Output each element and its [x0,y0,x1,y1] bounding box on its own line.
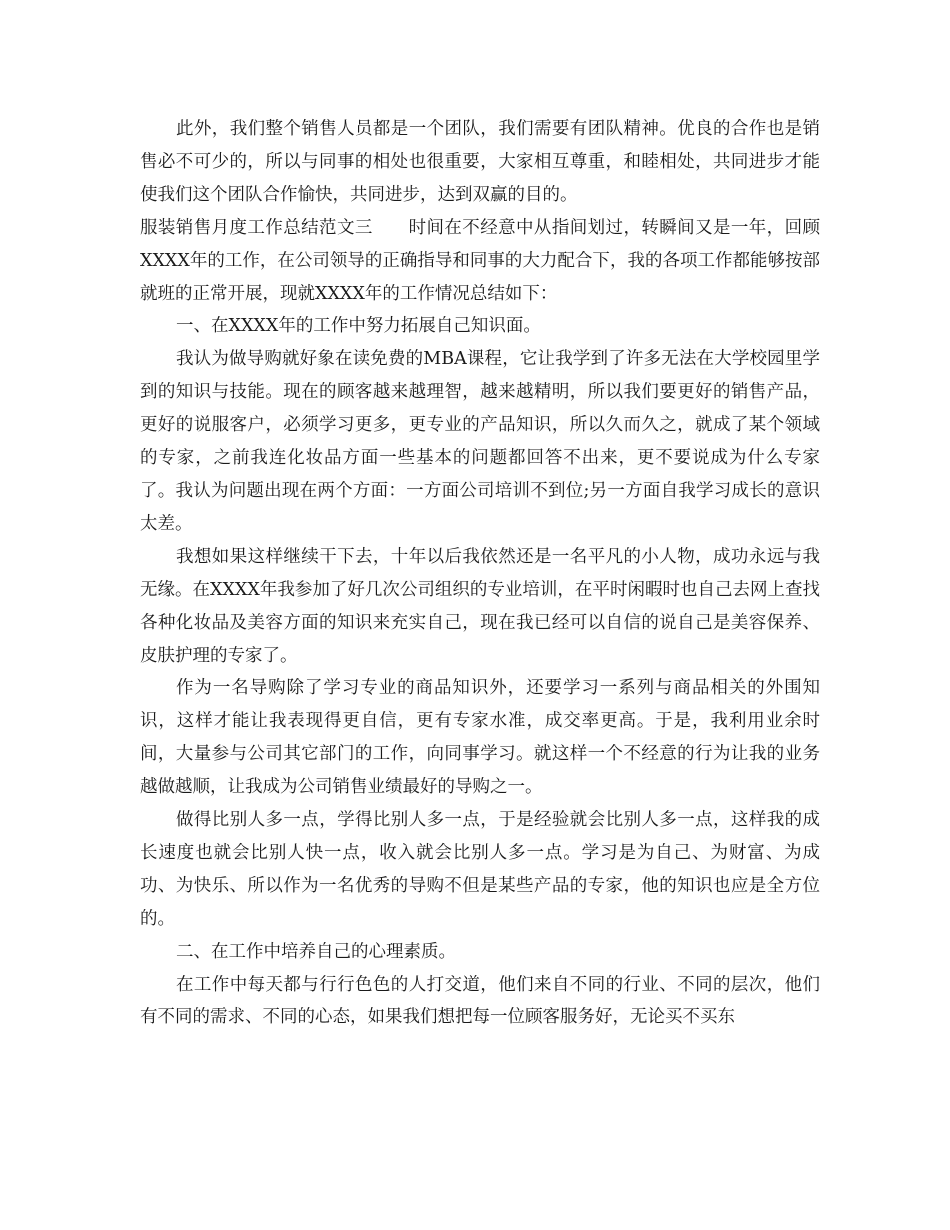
document-body [140,113,820,1034]
paragraph-do-more: 做得比别人多一点，学得比别人多一点，于是经验就会比别人多一点，这样我的成长速度也就会比别人快一点，收入就会比别人多一点。学习是为自己、为财富、为成功、为快乐、所以作为一名优秀的导购不但是某些产品的专家，他的知识也应是全方位的。 [140,810,820,929]
paragraph-mba-learning: 我认为做导购就好象在读免费的MBA课程，它让我学到了许多无法在大学校园里学到的知识与技能。现在的顾客越来越理智，越来越精明，所以我们要更好的销售产品，更好的说服客户，必须学习更多，更专业的产品知识，所以久而久之，就成了某个领域的专家，之前我连化妆品方面一些基本的问题都回答不出来，更不要说成为什么专家了。我认为问题出现在两个方面：一方面公司培训不到位;另一方面自我学习成长的意识太差。 [140,349,820,534]
heading-section-two: 二、在工作中培养自己的心理素质。 [176,941,456,962]
paragraph-teamwork: 此外，我们整个销售人员都是一个团队，我们需要有团队精神。优良的合作也是销售必不可少的，所以与同事的相处也很重要，大家相互尊重，和睦相处，共同进步才能使我们这个团队合作愉快，共同进步，达到双赢的目的。 [140,119,820,205]
paragraph-peripheral-knowledge: 作为一名导购除了学习专业的商品知识外，还要学习一系列与商品相关的外围知识，这样才能让我表现得更自信，更有专家水准，成交率更高。于是，我利用业余时间，大量参与公司其它部门的工作，向同事学习。就这样一个不经意的行为让我的业务越做越顺，让我成为公司销售业绩最好的导购之一。 [140,678,820,798]
paragraph-section-title-intro: 服装销售月度工作总结范文三 时间在不经意中从指间划过，转瞬间又是一年，回顾XXXX年的工作，在公司领导的正确指导和同事的大力配合下，我的各项工作都能够按部就班的正常开展，现就XXXX年的工作情况总结如下： [140,217,820,304]
paragraph-training: 我想如果这样继续干下去，十年以后我依然还是一名平凡的小人物，成功永远与我无缘。在XXXX年我参加了好几次公司组织的专业培训，在平时闲暇时也自己去网上查找各种化妆品及美容方面的知识来充实自己，现在我已经可以自信的说自己是美容保养、皮肤护理的专家了。 [140,546,820,666]
heading-section-one: 一、在XXXX年的工作中努力拓展自己知识面。 [176,316,541,337]
paragraph-customers: 在工作中每天都与行行色色的人打交道，他们来自不同的行业、不同的层次，他们有不同的需求、不同的心态，如果我们想把每一位顾客服务好，无论买不买东 [140,974,820,1028]
